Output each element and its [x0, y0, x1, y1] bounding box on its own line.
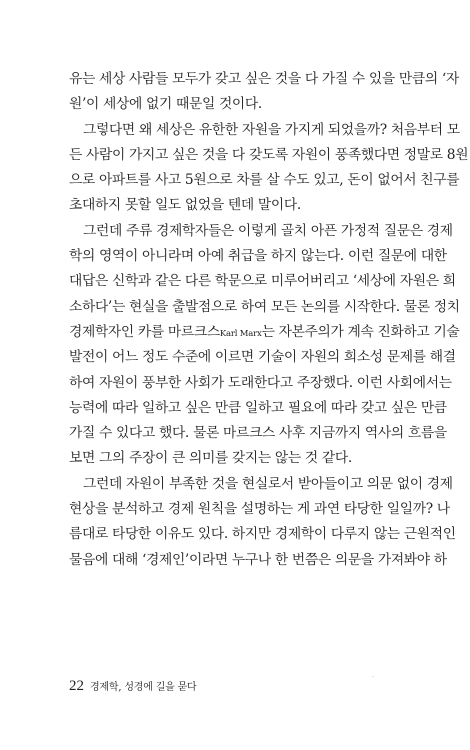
text-line: 능력에 따라 일하고 싶은 만큼 일하고 필요에 따라 갖고 싶은 만큼	[69, 399, 447, 416]
page-footer	[69, 674, 197, 696]
text-line: 든 사람이 가지고 싶은 것을 다 갖도록 자원이 풍족했다면 정말로 8원	[69, 146, 469, 163]
text-line: 학의 영역이 아니라며 아예 취급을 하지 않는다. 이런 질문에 대한	[69, 248, 447, 265]
text-line: 으로 아파트를 사고 5원으로 차를 살 수도 있고, 돈이 없어서 친구를	[69, 172, 460, 189]
text-line: 름대로 타당한 이유도 있다. 하지만 경제학이 다루지 않는 근원적인	[69, 526, 456, 543]
text-line: 발전이 어느 정도 수준에 이르면 기술이 자원의 희소성 문제를 해결	[69, 349, 456, 366]
text-segment: 경제학자인 카를 마르크스	[69, 323, 220, 340]
paragraph-start-line: 그런데 주류 경제학자들은 이렇게 골치 아픈 가정적 질문은 경제	[83, 222, 453, 239]
text-line-with-gloss	[69, 320, 460, 345]
page-number: 22	[69, 678, 84, 694]
paragraph-start-line: 그런데 자원이 부족한 것을 현실로서 받아들이고 의문 없이 경제	[83, 475, 453, 492]
text-line: 초대하지 못할 일도 없었을 텐데 말이다.	[69, 197, 301, 214]
text-line: 유는 세상 사람들 모두가 갖고 싶은 것을 다 가질 수 있을 만큼의 ‘자	[69, 71, 459, 87]
karl-marx-gloss: Karl Marx	[219, 328, 262, 339]
body-text	[69, 67, 469, 573]
text-line: 현상을 분석하고 경제 원칙을 설명하는 게 과연 타당한 일일까? 나	[69, 501, 450, 518]
text-line: 물음에 대해 ‘경제인’이라면 누구나 한 번쯤은 의문을 가져봐야 하	[69, 551, 447, 568]
text-line: 가질 수 있다고 했다. 물론 마르크스 사후 지금까지 역사의 흐름을	[69, 425, 447, 442]
text-line: 원’이 세상에 없기 때문일 것이다.	[69, 96, 262, 113]
text-segment: 는 자본주의가 계속 진화하고 기술	[261, 323, 460, 340]
text-line: 소하다’는 현실을 출발점으로 하여 모든 논의를 시작한다. 물론 정치	[69, 298, 460, 315]
text-line: 보면 그의 주장이 큰 의미를 갖지는 않는 것 같다.	[69, 450, 352, 467]
running-title: 경제학, 성경에 길을 묻다	[90, 682, 197, 693]
text-line: 하여 자원이 풍부한 사회가 도래한다고 주장했다. 이런 사회에서는	[69, 374, 452, 391]
print-speck	[372, 676, 374, 677]
paragraph-start-line: 그렇다면 왜 세상은 유한한 자원을 가지게 되었을까? 처음부터 모	[83, 121, 460, 138]
text-line: 대답은 신학과 같은 다른 학문으로 미루어버리고 ‘세상에 자원은 희	[69, 273, 456, 290]
